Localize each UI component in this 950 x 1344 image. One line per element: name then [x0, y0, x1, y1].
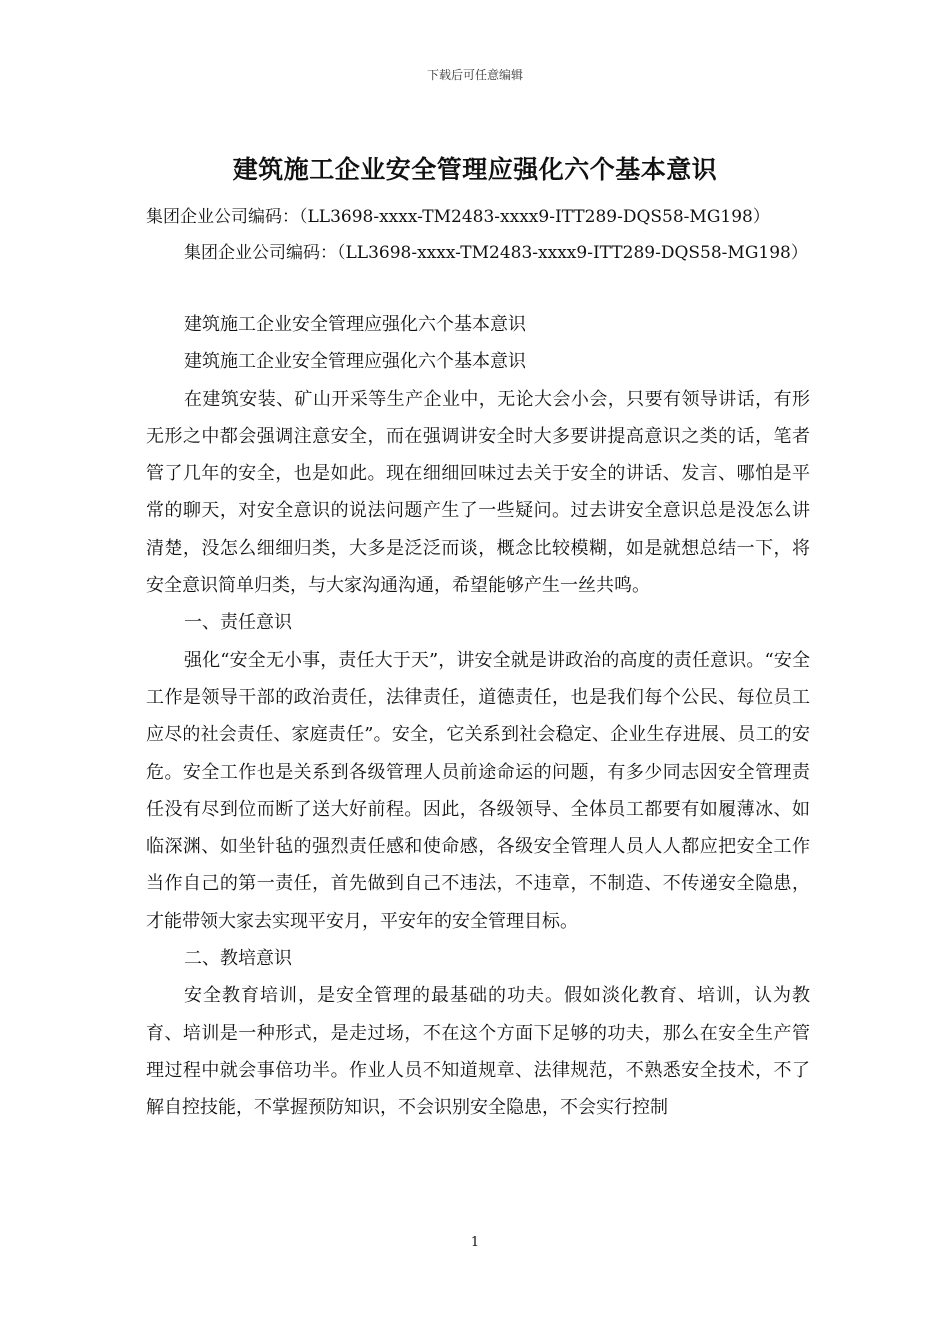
section-heading-responsibility: 一、责任意识 [184, 612, 292, 634]
subtitle-paragraph-1: 建筑施工企业安全管理应强化六个基本意识 [184, 314, 526, 335]
header-note: 下载后可任意编辑 [426, 68, 523, 82]
responsibility-paragraph: 强化“安全无小事，责任大于天”，讲安全就是讲政治的高度的责任意识。“安全工作是领导干部的政治责任，法律责任，道德责任，也是我们每个公民、每位员工应尽的社会责任、家庭责任”。安全，它关系到社会稳定、企业生存进展、员工的安危。安全工作也是关系到各级管理人员前途命运的问题，有多少同志因安全管理责任没有尽到位而断了送大好前程。因此，各级领导、全体员工都要有如履薄冰、如临深渊、如坐针毡的强烈责任感和使命感，各级安全管理人员人人都应把安全工作当作自己的第一责任，首先做到自己不违法，不违章，不制造、不传递安全隐患，才能带领大家去实现平安月，平安年的安全管理目标。 [146, 649, 810, 932]
intro-paragraph: 在建筑安装、矿山开采等生产企业中，无论大会小会，只要有领导讲话，有形无形之中都会强调注意安全，而在强调讲安全时大多要讲提高意识之类的话，笔者管了几年的安全，也是如此。现在细细回味过去关于安全的讲话、发言、哪怕是平常的聊天，对安全意识的说法问题产生了一些疑问。过去讲安全意识总是没怎么讲清楚，没怎么细细归类，大多是泛泛而谈，概念比较模糊，如是就想总结一下，将安全意识简单归类，与大家沟通沟通，希望能够产生一丝共鸣。 [146, 388, 810, 597]
document-title: 建筑施工企业安全管理应强化六个基本意识 [232, 155, 718, 184]
subtitle-paragraph-2: 建筑施工企业安全管理应强化六个基本意识 [184, 351, 526, 373]
training-paragraph: 安全教育培训，是安全管理的最基础的功夫。假如淡化教育、培训，认为教育、培训是一种形式，是走过场，不在这个方面下足够的功夫，那么在安全生产管理过程中就会事倍功半。作业人员不知道规章、法律规范，不熟悉安全技术，不了解自控技能，不掌握预防知识，不会识别安全隐患，不会实行控制 [146, 985, 810, 1119]
company-code-line-1: 集团企业公司编码：（LL3698-xxxx-TM2483-xxxx9-ITT289-DQS58-MG198） [146, 207, 770, 227]
section-heading-training: 二、教培意识 [184, 948, 292, 970]
company-code-line-2: 集团企业公司编码：（LL3698-xxxx-TM2483-xxxx9-ITT289-DQS58-MG198） [184, 243, 808, 263]
document-body [146, 306, 810, 1127]
page-number: 1 [470, 1235, 480, 1250]
